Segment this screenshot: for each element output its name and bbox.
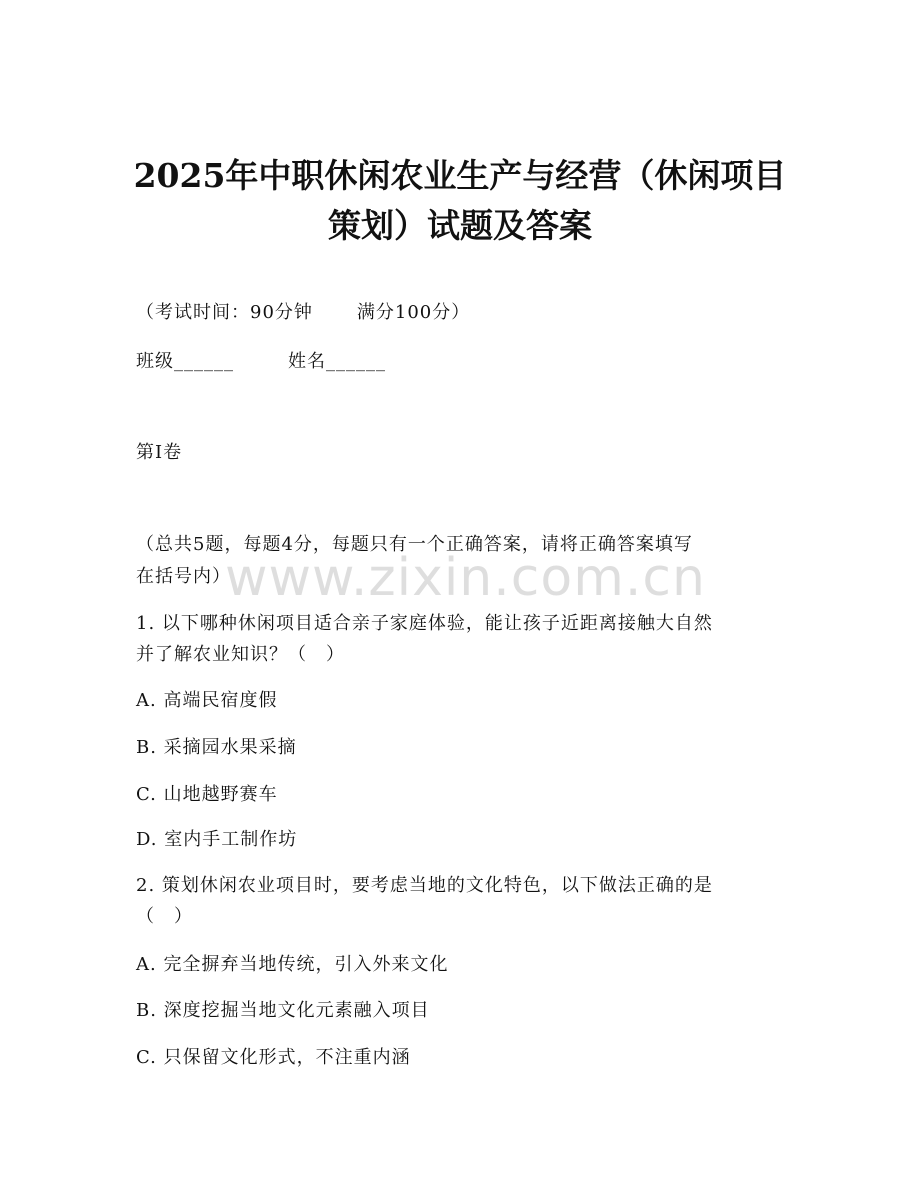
instructions-line-1: （总共5题，每题4分，每题只有一个正确答案，请将正确答案填写 — [136, 534, 693, 555]
question-2-option-a: A. 完全摒弃当地传统，引入外来文化 — [136, 954, 449, 975]
question-1-option-c: C. 山地越野赛车 — [136, 784, 278, 805]
class-field-label: 班级______ — [136, 351, 234, 372]
question-1-stem-line-1: 1. 以下哪种休闲项目适合亲子家庭体验，能让孩子近距离接触大自然 — [136, 613, 713, 634]
question-1-option-b: B. 采摘园水果采摘 — [136, 737, 297, 758]
question-1-option-d: D. 室内手工制作坊 — [136, 829, 298, 850]
question-1-option-a: A. 高端民宿度假 — [136, 690, 278, 711]
question-2-stem-line-2: （ ） — [136, 906, 193, 927]
watermark: www.zixin.com.cn — [225, 548, 706, 608]
question-2-stem-line-1: 2. 策划休闲农业项目时，要考虑当地的文化特色，以下做法正确的是 — [136, 875, 713, 896]
question-1-stem-line-2: 并了解农业知识？（ ） — [136, 644, 345, 665]
section-heading: 第I卷 — [136, 442, 183, 463]
name-field-label: 姓名______ — [288, 351, 386, 372]
question-2-option-b: B. 深度挖掘当地文化元素融入项目 — [136, 1000, 430, 1021]
question-2-option-c: C. 只保留文化形式，不注重内涵 — [136, 1047, 411, 1068]
exam-time: （考试时间：90分钟 — [136, 302, 313, 323]
exam-score: 满分100分） — [356, 302, 471, 323]
exam-info — [136, 300, 796, 326]
document-title-line-2: 策划）试题及答案 — [328, 206, 592, 245]
document-title-line-1: 2025年中职休闲农业生产与经营（休闲项目 — [133, 156, 787, 195]
instructions-line-2: 在括号内） — [136, 566, 231, 587]
student-fields — [136, 349, 796, 375]
